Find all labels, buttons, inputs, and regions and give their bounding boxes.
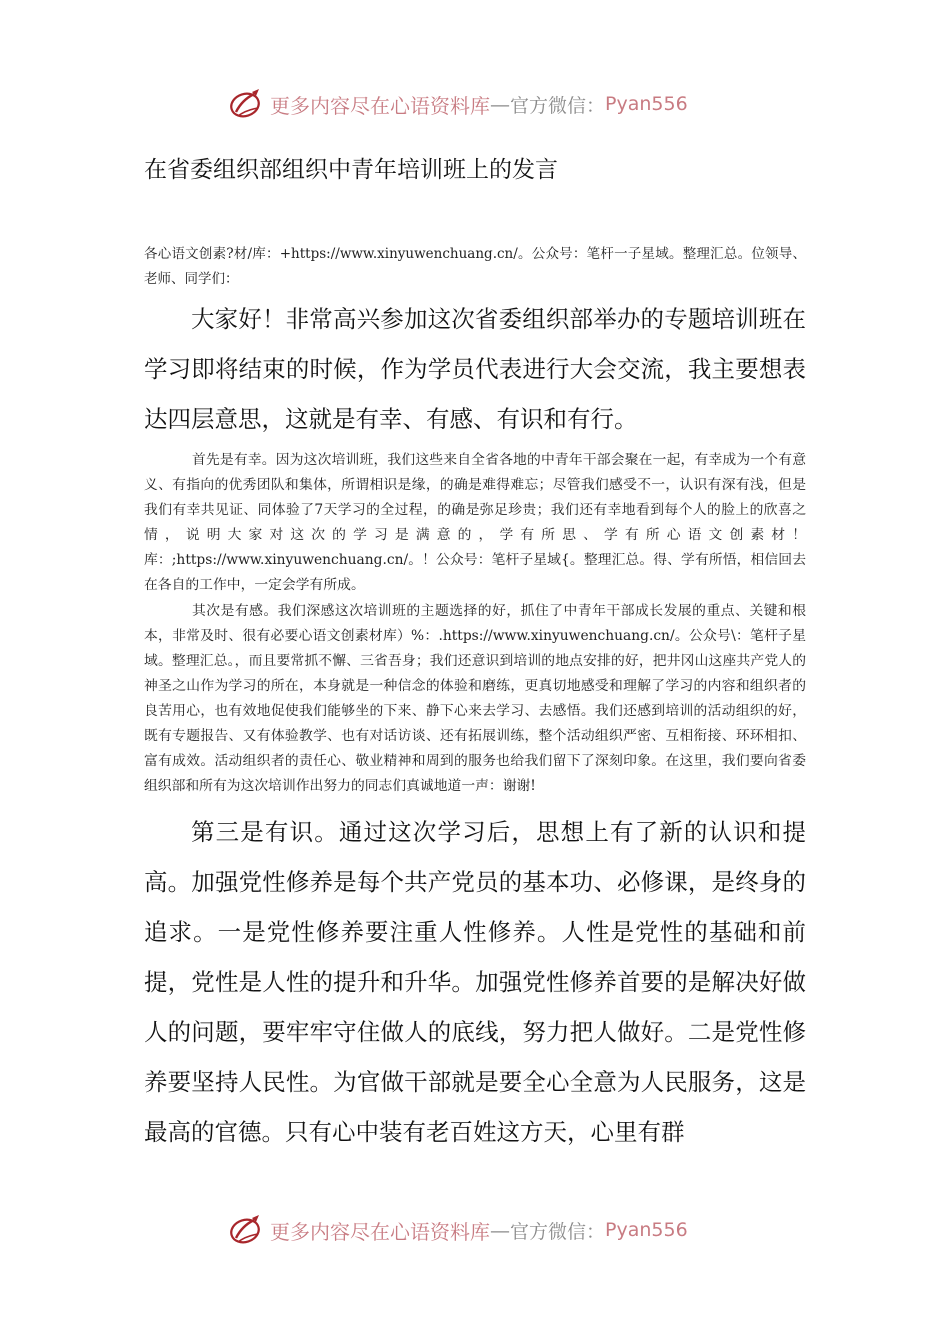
banner-separator: —	[490, 1218, 510, 1242]
wechat-label: 官方微信：	[510, 1220, 606, 1243]
paragraph-greeting: 大家好！非常高兴参加这次省委组织部举办的专题培训班在学习即将结束的时候，作为学员代表进行大会交流，我主要想表达四层意思，这就是有幸、有感、有识和有行。	[144, 305, 806, 433]
paragraph-youshi: 第三是有识。通过这次学习后，思想上有了新的认识和提高。加强党性修养是每个共产党员的基本功、必修课，是终身的追求。一是党性修养要注重人性修养。人性是党性的基础和前提，党性是人性的提升和升华。加强党性修养首要的是解决好做人的问题，要牢牢守住做人的底线，努力把人做好。二是党性修养要坚持人民性。为官做干部就是要全心全意为人民服务，这是最高的官德。只有心中装有老百姓这方天，心里有群	[144, 818, 806, 1147]
banner-separator: —	[490, 92, 510, 116]
header-banner	[228, 82, 748, 126]
pen-swirl-logo-icon	[228, 1212, 264, 1248]
paragraph-youxing: 首先是有幸。因为这次培训班，我们这些来自全省各地的中青年干部会聚在一起，有幸成为一个有意义、有指向的优秀团队和集体，所谓相识是缘，的确是难得难忘；尽管我们感受不一，认识有深有浅，但是我们有幸共见证、同体验了7天学习的全过程，的确是弥足珍贵；我们还有幸地看到每个人的脸上的欣喜之情，说明大家对这次的学习是满意的，学有所思、学有所心语文创素材！库：;https://www.xinyuwenchuang.cn/。！公众号：笔杆子星域{。整理汇总。得、学有所悟，相信回去在各自的工作中，一定会学有所成。	[144, 452, 806, 594]
promo-text: 更多内容尽在心语资料库	[270, 1219, 490, 1244]
paragraph-yougan: 其次是有感。我们深感这次培训班的主题选择的好，抓住了中青年干部成长发展的重点、关键和根本，非常及时、很有必要心语文创素材库）%：.https://www.xinyuwenchuang.cn/。公众号\：笔杆子星域。整理汇总。，而且要常抓不懈、三省吾身；我们还意识到培训的地点安排的好，把井冈山这座共产党人的神圣之山作为学习的所在，本身就是一种信念的体验和磨练，更真切地感受和理解了学习的内容和组织者的良苦用心，也有效地促使我们能够坐的下来、静下心来去学习、去感悟。我们还感到培训的活动组织的好，既有专题报告、又有体验教学、也有对话访谈、还有拓展训练，整个活动组织严密、互相衔接、环环相扣、富有成效。活动组织者的责任心、敬业精神和周到的服务也给我们留下了深刻印象。在这里，我们要向省委组织部和所有为这次培训作出努力的同志们真诚地道一声：谢谢!	[144, 602, 806, 795]
promo-text: 更多内容尽在心语资料库	[270, 93, 490, 118]
wechat-id: Pyan556	[605, 93, 688, 115]
wechat-id: Pyan556	[605, 1219, 688, 1241]
footer-banner	[228, 1208, 748, 1252]
wechat-label: 官方微信：	[510, 94, 606, 117]
pen-swirl-logo-icon	[228, 86, 264, 122]
document-body	[144, 150, 806, 1157]
page-title: 在省委组织部组织中青年培训班上的发言	[144, 157, 558, 183]
intro-line: 各心语文创素?材/库：+https://www.xinyuwenchuang.cn/。公众号：笔杆一子星域。整理汇总。位领导、老师、同学们：	[144, 246, 806, 287]
